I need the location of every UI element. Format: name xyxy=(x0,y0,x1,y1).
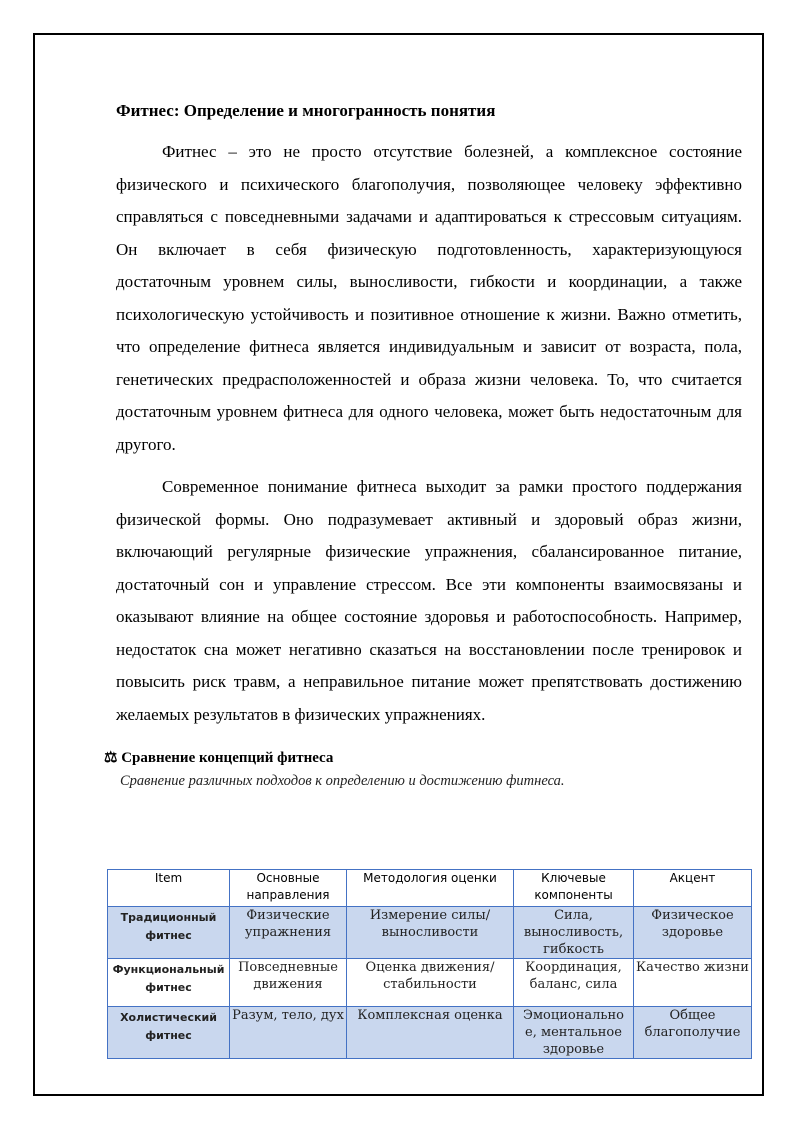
table-cell: Оценка движения/стабильности xyxy=(347,959,514,1007)
table-row xyxy=(108,959,752,1007)
table-cell: Физическое здоровье xyxy=(634,907,752,959)
table-header-cell: Основные направления xyxy=(230,870,347,907)
table-cell: Координация, баланс, сила xyxy=(514,959,634,1007)
table-row-header: Холистический фитнес xyxy=(108,1007,230,1059)
table-cell: Разум, тело, дух xyxy=(230,1007,347,1059)
table-cell: Физические упражнения xyxy=(230,907,347,959)
document-body xyxy=(104,96,742,793)
table-row-header: Функциональный фитнес xyxy=(108,959,230,1007)
paragraph-definition: Фитнес – это не просто отсутствие болезней, а комплексное состояние физического и психического благополучия, позволяющее человеку эффективно справляться с повседневными задачами и адаптироваться к стрессовым ситуациям. Он включает в себя физическую подготовленность, характеризующуюся достаточным уровнем силы, выносливости, гибкости и координации, а также психологическую устойчивость и позитивное отношение к жизни. Важно отметить, что определение фитнеса является индивидуальным и зависит от возраста, пола, генетических предрасположенностей и образа жизни человека. То, что считается достаточным уровнем фитнеса для одного человека, может быть недостаточным для другого. xyxy=(116,142,742,454)
table-row-header: Традиционный фитнес xyxy=(108,907,230,959)
table-header-cell: Методология оценки xyxy=(347,870,514,907)
table-cell: Общее благополучие xyxy=(634,1007,752,1059)
table-title xyxy=(104,747,742,769)
scales-icon: ⚖ xyxy=(104,750,118,766)
table-caption: Сравнение различных подходов к определению и достижению фитнеса. xyxy=(120,773,565,789)
table-title-text: Сравнение концепций фитнеса xyxy=(121,750,334,766)
document-heading: Фитнес: Определение и многогранность понятия xyxy=(116,101,496,120)
paragraph-modern-understanding: Современное понимание фитнеса выходит за рамки простого поддержания физической формы. Оно подразумевает активный и здоровый образ жизни, включающий регулярные физические упражнения, сбалансированное питание, достаточный сон и управление стрессом. Все эти компоненты взаимосвязаны и оказывают влияние на общее состояние здоровья и работоспособность. Например, недостаток сна может негативно сказаться на восстановлении после тренировок и повысить риск травм, а неправильное питание может препятствовать достижению желаемых результатов в физических упражнениях. xyxy=(116,477,742,724)
comparison-table xyxy=(107,869,752,1059)
table-cell: Сила, выносливость, гибкость xyxy=(514,907,634,959)
table-row xyxy=(108,1007,752,1059)
table-header-cell: Item xyxy=(108,870,230,907)
table-cell: Повседневные движения xyxy=(230,959,347,1007)
table-cell: Качество жизни xyxy=(634,959,752,1007)
table-header-cell: Акцент xyxy=(634,870,752,907)
table-header-cell: Ключевые компоненты xyxy=(514,870,634,907)
table-cell: Комплексная оценка xyxy=(347,1007,514,1059)
table-cell: Эмоционально е, ментальное здоровье xyxy=(514,1007,634,1059)
table-row xyxy=(108,907,752,959)
table-cell: Измерение силы/выносливости xyxy=(347,907,514,959)
table-header-row xyxy=(108,870,752,907)
